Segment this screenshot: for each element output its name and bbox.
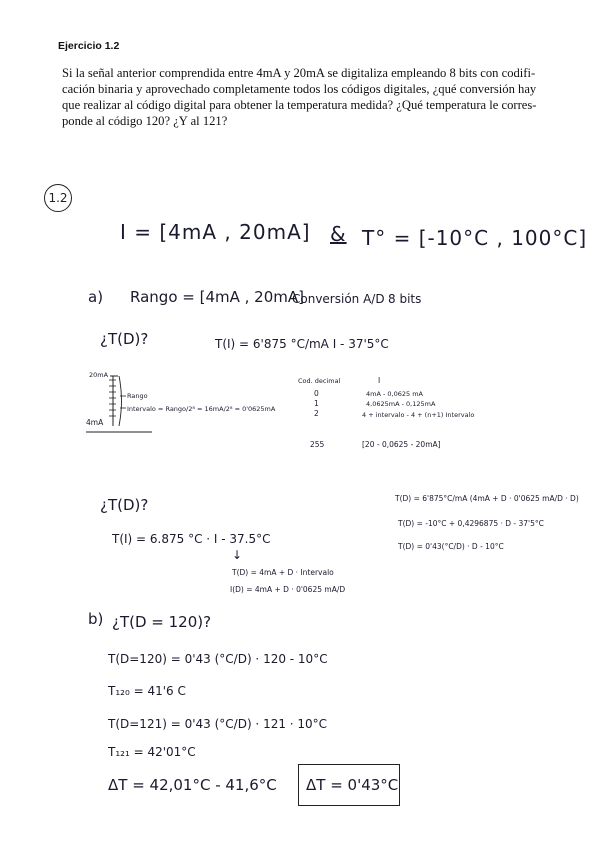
question-t-120: ¿T(D = 120)? (112, 613, 212, 631)
right-formula-1: T(D) = 6'875°C/mA (4mA + D · 0'0625 mA/D · D) (395, 494, 579, 503)
right-formula-3: T(D) = 0'43(°C/D) · D - 10°C (398, 542, 504, 551)
table-header-current: I (378, 376, 381, 385)
right-formula-2: T(D) = -10°C + 0,4296875 · D - 37'5°C (398, 519, 544, 528)
table-current: 4,0625mA - 0,125mA (366, 400, 436, 408)
exercise-title: Ejercicio 1.2 (58, 40, 120, 52)
and-symbol: & (330, 222, 347, 246)
part-a-label: a) (88, 288, 104, 306)
part-b-label: b) (88, 610, 104, 628)
result-t-120: T₁₂₀ = 41'6 C (108, 684, 186, 698)
final-result: ΔT = 0'43°C (306, 776, 399, 794)
arrow-down: ↓ (232, 548, 243, 562)
statement-line: ponde al código 120? ¿Y al 121? (62, 114, 228, 128)
sketch-rango-label: Rango (127, 392, 148, 400)
delta-t-calc: ΔT = 42,01°C - 41,6°C (108, 776, 277, 794)
table-code: 0 (314, 389, 319, 398)
table-header-code: Cod. decimal (298, 377, 341, 385)
table-code: 255 (310, 440, 325, 449)
exercise-number-circle: 1.2 (44, 184, 72, 212)
table-current: 4 + intervalo - 4 + (n+1) Intervalo (362, 411, 475, 419)
bits-text: 8 bits (388, 292, 422, 306)
question-td-1: ¿T(D)? (100, 330, 149, 348)
table-code: 2 (314, 409, 319, 418)
calc-t-120: T(D=120) = 0'43 (°C/D) · 120 - 10°C (108, 652, 328, 666)
substitution-2: I(D) = 4mA + D · 0'0625 mA/D (230, 585, 346, 594)
statement-line: cación binaria y aprovechado completamente todos los códigos digitales, ¿qué conversión hay (62, 82, 537, 96)
rango-text: Rango = [4mA , 20mA] (130, 288, 304, 306)
result-t-121: T₁₂₁ = 42'01°C (108, 745, 196, 759)
table-current: 4mA - 0,0625 mA (366, 390, 423, 398)
formula-t-of-i: T(I) = 6'875 °C/mA I - 37'5°C (215, 337, 389, 351)
sketch-top-label: 20mA (89, 371, 109, 379)
temperature-range: T° = [-10°C , 100°C] (362, 226, 588, 250)
substitution-1: T(D) = 4mA + D · Intervalo (232, 568, 334, 577)
formula-t-of-i-2: T(I) = 6.875 °C · I - 37.5°C (112, 532, 271, 546)
sketch-intervalo-label: Intervalo = Rango/2⁸ = 16mA/2⁸ = 0'0625mA (127, 405, 276, 413)
calc-t-121: T(D=121) = 0'43 (°C/D) · 121 · 10°C (108, 717, 328, 731)
table-code: 1 (314, 399, 319, 408)
table-current: [20 - 0,0625 - 20mA] (362, 440, 441, 449)
question-td-2: ¿T(D)? (100, 496, 149, 514)
statement-line: que realizar al código digital para obtener la temperatura medida? ¿Qué temperatura le corres- (62, 98, 537, 112)
sketch-bottom-label: 4mA (86, 418, 104, 427)
current-range: I = [4mA , 20mA] (120, 220, 311, 244)
statement-line: Si la señal anterior comprendida entre 4mA y 20mA se digitaliza empleando 8 bits con codifi- (62, 66, 536, 80)
conversion-text: Conversión A/D (292, 292, 385, 306)
